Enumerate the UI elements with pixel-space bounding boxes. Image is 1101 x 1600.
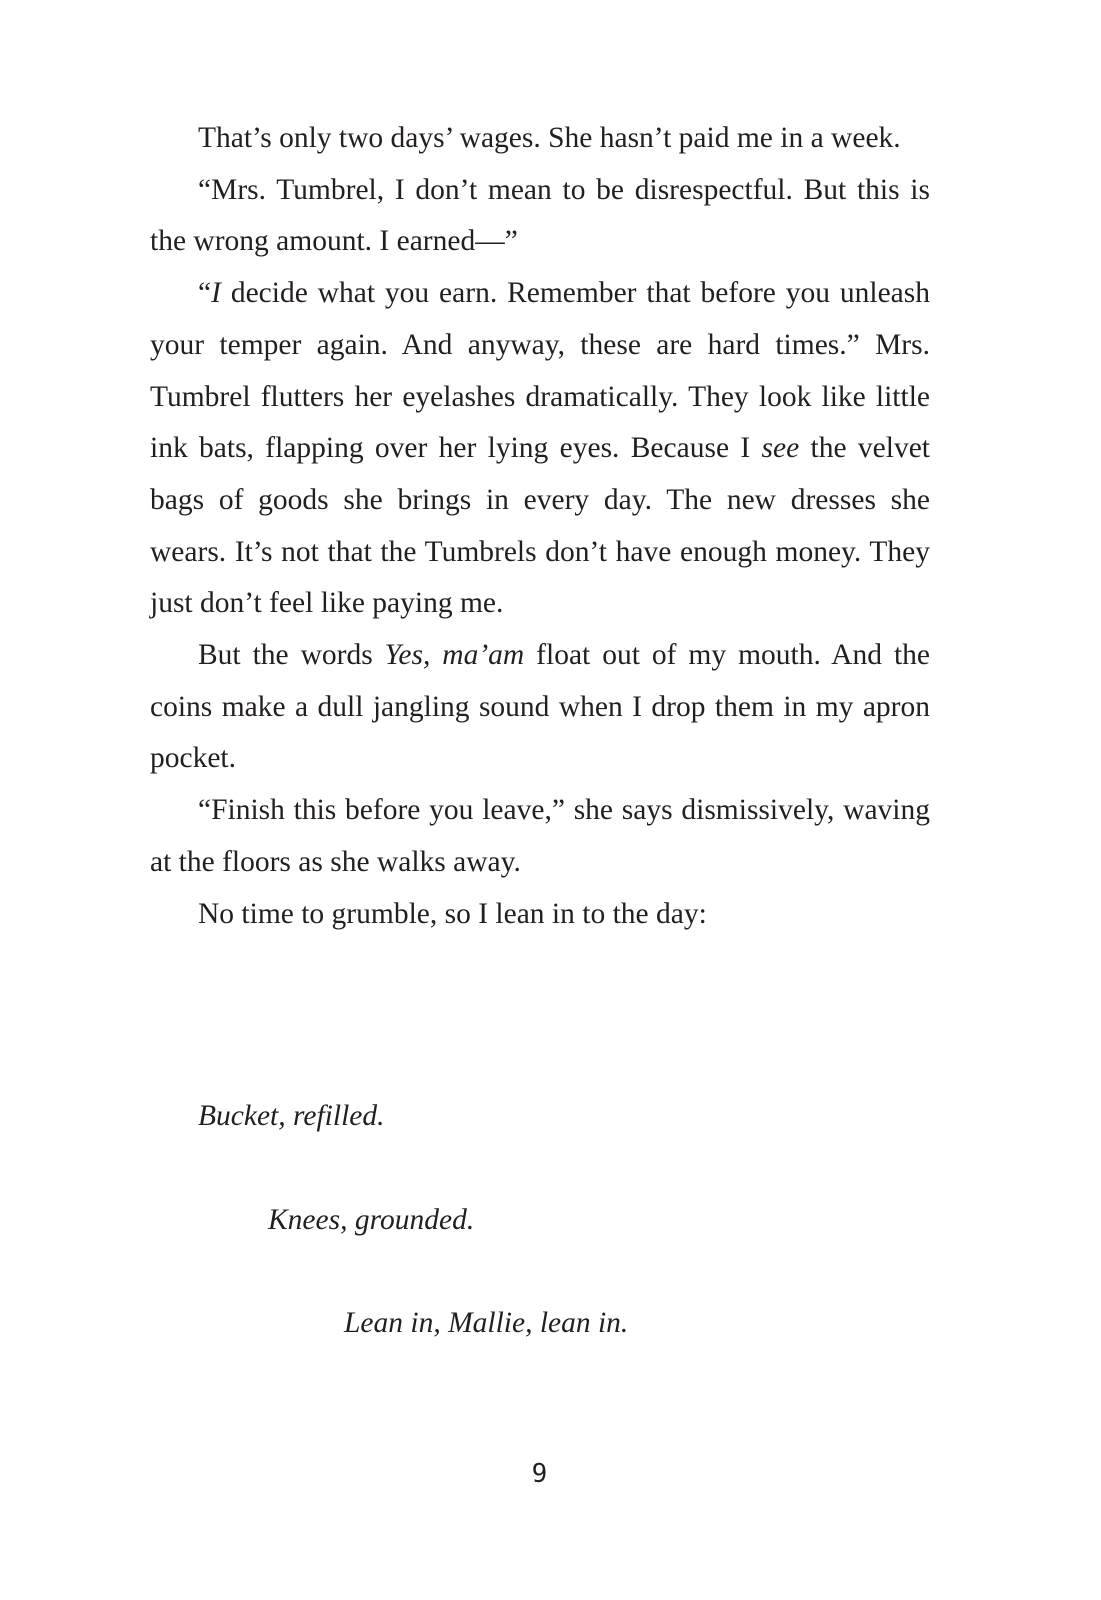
verse-line-2: Knees, grounded. bbox=[268, 1204, 475, 1236]
paragraph-1: That’s only two days’ wages. She hasn’t paid me in a week. bbox=[198, 122, 901, 154]
paragraph-5: “Finish this before you leave,” she says dismissively, waving at the floors as she walks away. bbox=[150, 794, 930, 878]
paragraph-6: No time to grumble, so I lean in to the day: bbox=[198, 897, 707, 930]
verse-line-3: Lean in, Mallie, lean in. bbox=[344, 1307, 629, 1339]
paragraph-4: But the words Yes, ma’am float out of my mouth. And the coins make a dull jangling sound when I drop them in my apron pocket. bbox=[150, 639, 930, 775]
page-number: 9 bbox=[531, 1459, 548, 1489]
body-text bbox=[150, 113, 930, 940]
paragraph-3: “I decide what you earn. Remember that before you unleash your temper again. And anyway, these are hard times.” Mrs. Tumbrel flutters her eyelashes dramatically. They look like little ink bats, flapping over her lying eyes. Because I see the velvet bags of goods she brings in every day. The new dresses she wears. It’s not that the Tumbrels don’t have enough money. They just don’t feel like paying me. bbox=[150, 277, 930, 620]
paragraph-2: “Mrs. Tumbrel, I don’t mean to be disrespectful. But this is the wrong amount. I earned—” bbox=[150, 173, 930, 258]
verse-line-1: Bucket, refilled. bbox=[198, 1100, 385, 1132]
